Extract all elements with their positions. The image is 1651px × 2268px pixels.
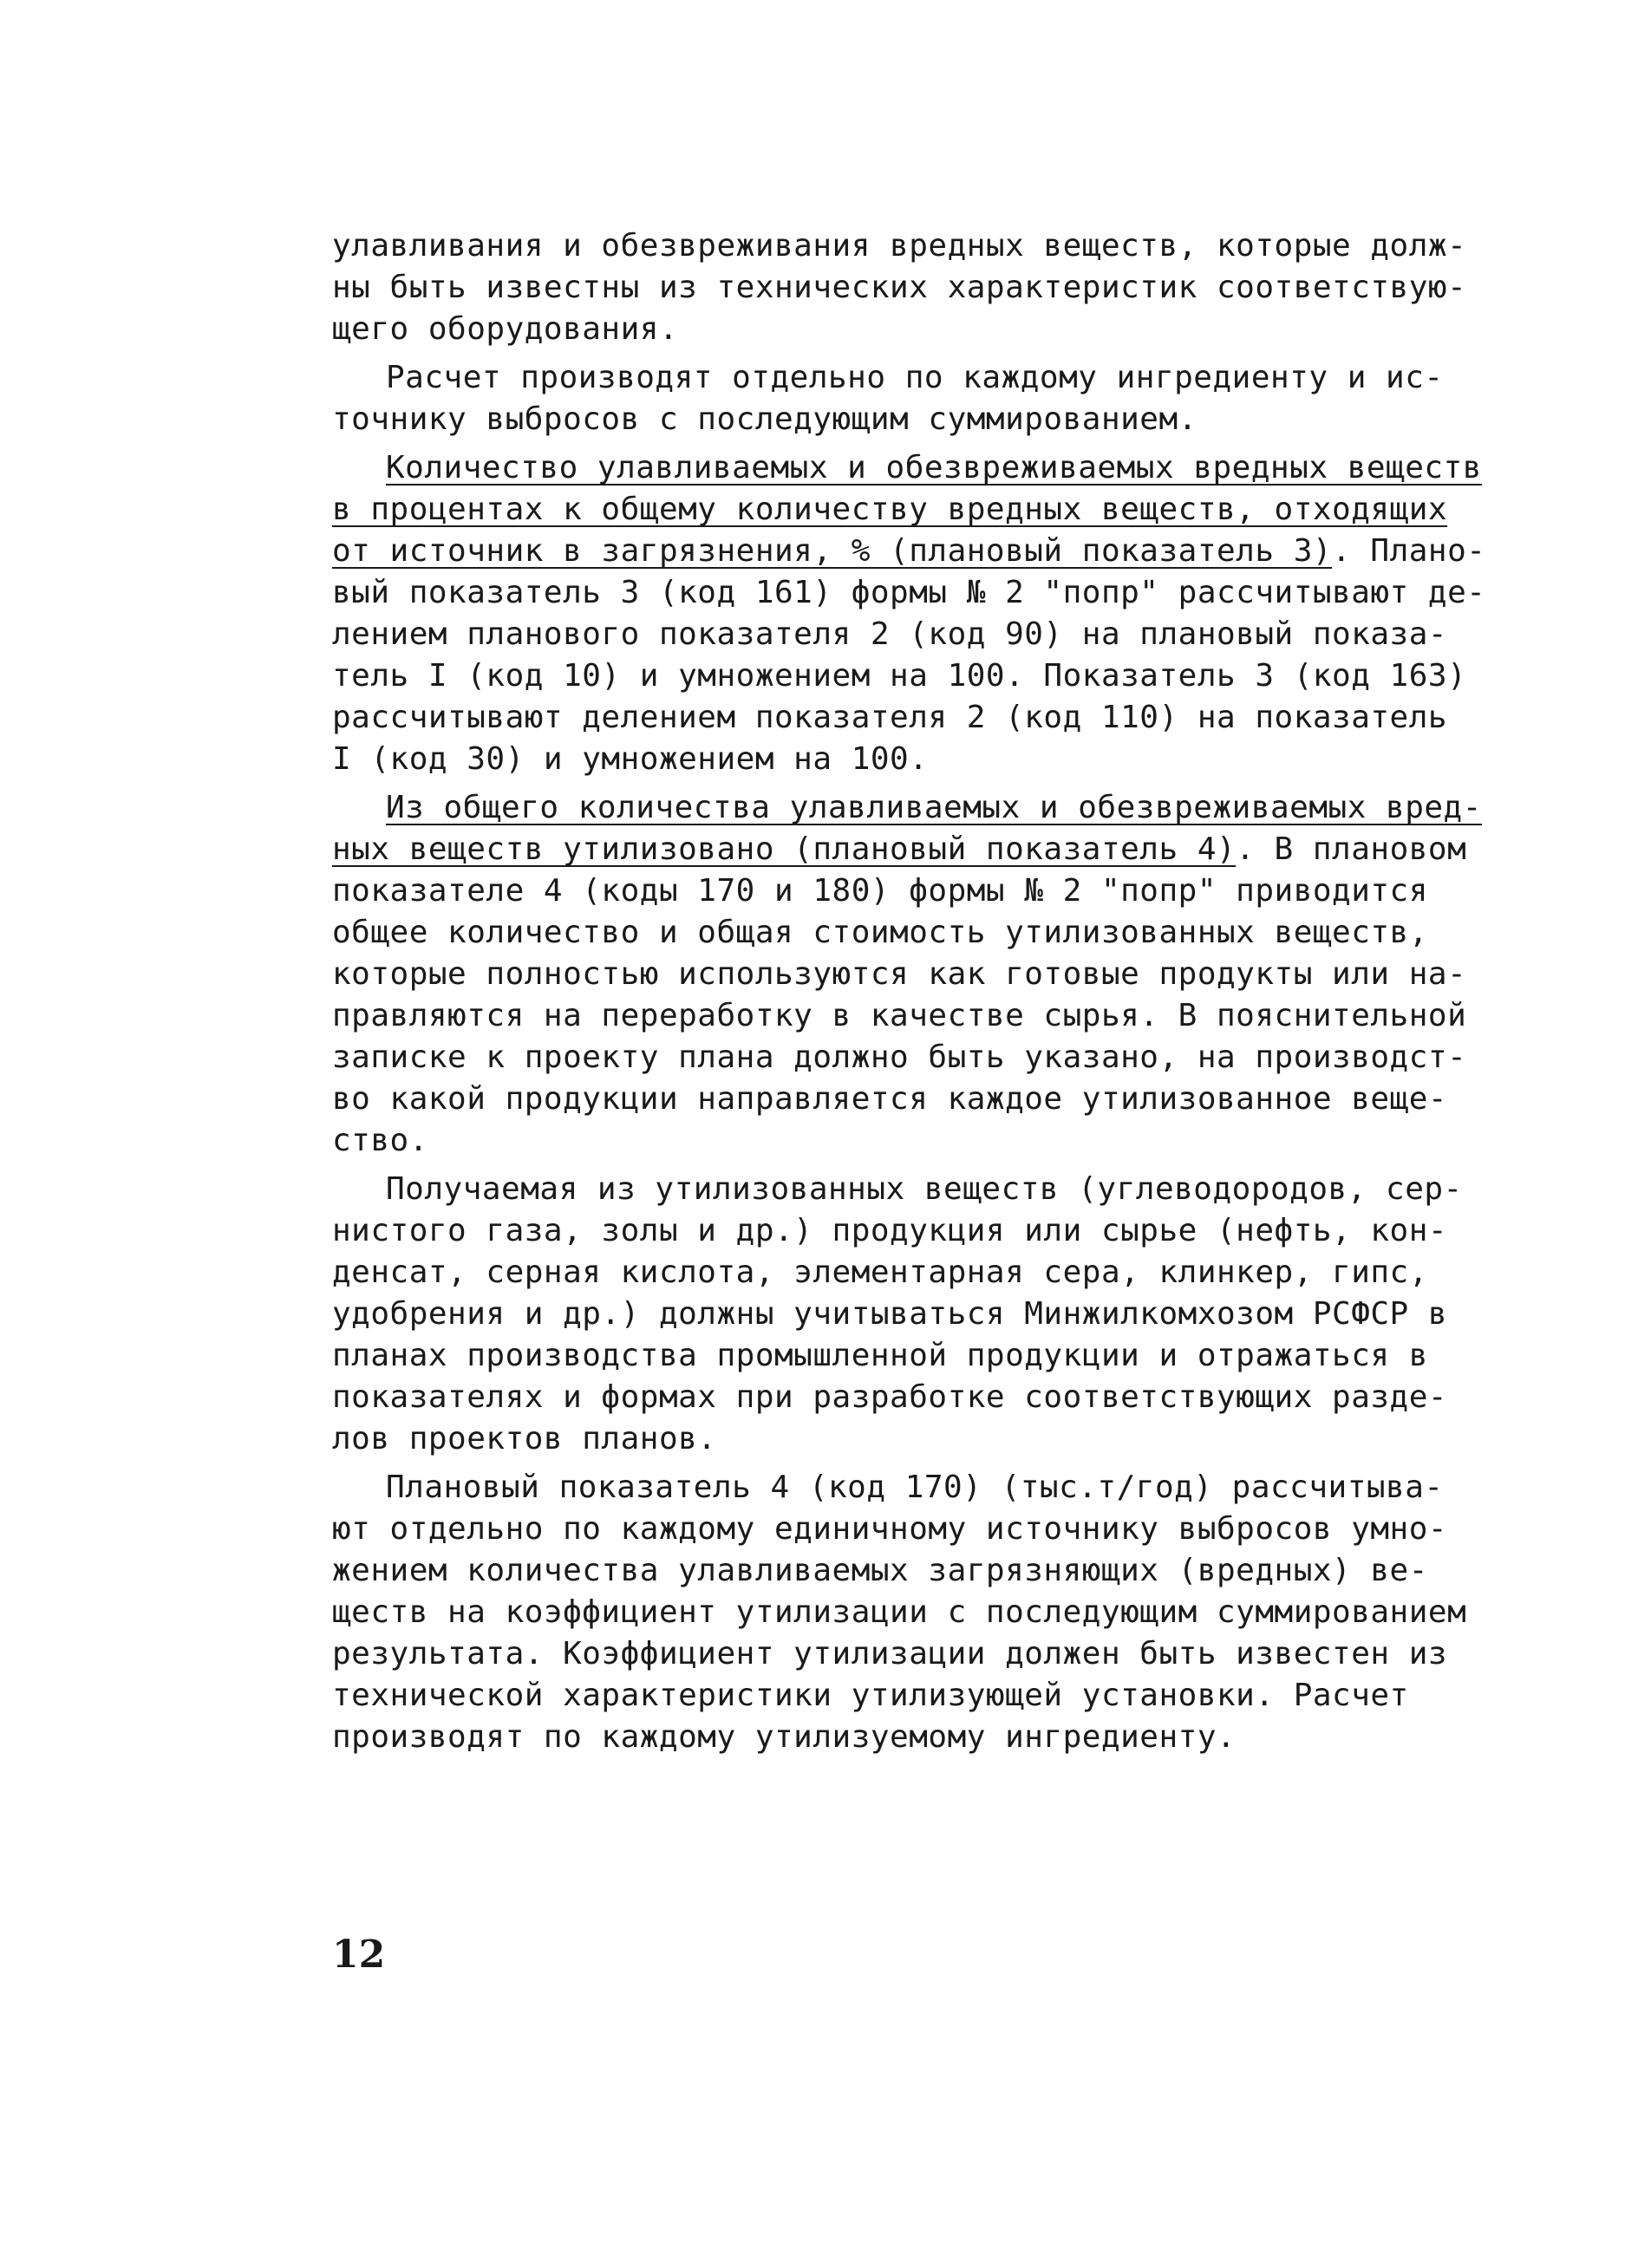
text-segment: щего оборудования.: [332, 311, 679, 347]
text-line: [332, 829, 1468, 870]
text-segment: правляются на переработку в качестве сырья. В пояснительной: [332, 998, 1467, 1033]
text-segment: удобрения и др.) должны учитываться Минжилкомхозом РСФСР в: [332, 1296, 1448, 1332]
text-segment: Плановый показатель 4 (код 170) (тыс.т/год) рассчитыва-: [386, 1470, 1444, 1505]
text-line: [332, 1633, 1468, 1675]
text-segment: ны быть известны из технических характеристик соответствую-: [332, 270, 1467, 305]
paragraph: [332, 447, 1486, 780]
paragraph-gap: [332, 440, 1468, 447]
text-line: [332, 447, 1482, 489]
text-line: [332, 1210, 1468, 1252]
underlined-text: ных веществ утилизовано (плановый показатель 4): [332, 831, 1237, 867]
text-segment: ществ на коэффициент утилизации с последующим суммированием: [332, 1594, 1467, 1630]
text-line: [332, 357, 1468, 399]
underlined-text: от источник в загрязнения, % (плановый показатель 3): [332, 533, 1333, 569]
text-line: [332, 912, 1468, 954]
text-line: [332, 267, 1468, 309]
paragraph-gap: [332, 780, 1468, 787]
underlined-text: в процентах к общему количеству вредных веществ, отходящих: [332, 492, 1448, 527]
text-segment: лов проектов планов.: [332, 1421, 717, 1457]
text-line: [332, 1079, 1468, 1120]
paragraph-gap: [332, 1162, 1468, 1169]
text-segment: планах производства промышленной продукции и отражаться в: [332, 1338, 1428, 1373]
text-line: [332, 489, 1468, 531]
text-segment: ство.: [332, 1123, 428, 1158]
text-segment: которые полностью используются как готовые продукты или на-: [332, 956, 1467, 992]
body-text: [332, 225, 1486, 1758]
text-segment: улавливания и обезвреживания вредных веществ, которые долж-: [332, 228, 1467, 264]
text-segment: . Плано-: [1332, 533, 1486, 569]
text-line: [332, 1467, 1468, 1509]
text-segment: рассчитывают делением показателя 2 (код 110) на показатель: [332, 700, 1448, 735]
paragraph-gap: [332, 350, 1468, 357]
text-line: [332, 1037, 1468, 1079]
text-segment: технической характеристики утилизующей установки. Расчет: [332, 1678, 1409, 1713]
text-segment: вый показатель 3 (код 161) формы № 2 "попр" рассчитывают де-: [332, 575, 1486, 610]
text-line: [332, 1509, 1468, 1550]
text-segment: точнику выбросов с последующим суммированием.: [332, 401, 1197, 437]
text-line: [332, 1675, 1468, 1717]
text-segment: во какой продукции направляется каждое утилизованное веще-: [332, 1081, 1448, 1117]
paragraph: [332, 225, 1468, 350]
paragraph: [332, 787, 1482, 1162]
text-segment: общее количество и общая стоимость утилизованных веществ,: [332, 915, 1428, 950]
text-line: [332, 1120, 1468, 1162]
text-segment: денсат, серная кислота, элементарная сера, клинкер, гипс,: [332, 1255, 1428, 1290]
text-line: [332, 1592, 1468, 1633]
paragraph: [332, 1169, 1468, 1460]
text-line: [332, 954, 1468, 995]
text-line: [332, 309, 1468, 350]
paragraph-gap: [332, 1460, 1468, 1467]
text-segment: тель I (код 10) и умножением на 100. Показатель 3 (код 163): [332, 658, 1467, 694]
text-line: [332, 1169, 1468, 1210]
text-segment: лением планового показателя 2 (код 90) на плановый показа-: [332, 616, 1448, 652]
text-line: [332, 572, 1486, 614]
text-segment: записке к проекту плана должно быть указано, на производст-: [332, 1040, 1467, 1075]
text-segment: производят по каждому утилизуемому ингредиенту.: [332, 1719, 1237, 1755]
text-segment: показателях и формах при разработке соответствующих разде-: [332, 1379, 1448, 1415]
underlined-text: Количество улавливаемых и обезвреживаемых вредных веществ: [386, 450, 1482, 486]
text-line: [332, 697, 1468, 739]
text-line: [332, 995, 1468, 1037]
page-number: 12: [332, 1932, 386, 1977]
text-line: [332, 1377, 1468, 1418]
text-line: [332, 399, 1468, 440]
text-line: [332, 1550, 1468, 1592]
text-segment: нистого газа, золы и др.) продукция или сырье (нефть, кон-: [332, 1213, 1448, 1248]
text-line: [332, 870, 1468, 912]
text-line: [332, 655, 1468, 697]
text-segment: I (код 30) и умножением на 100.: [332, 741, 929, 777]
text-line: [332, 1418, 1468, 1460]
text-segment: Расчет производят отдельно по каждому ингредиенту и ис-: [386, 360, 1444, 395]
text-line: [332, 1335, 1468, 1377]
paragraph: [332, 1467, 1468, 1758]
text-line: [332, 1717, 1468, 1758]
text-segment: ют отдельно по каждому единичному источнику выбросов умно-: [332, 1511, 1448, 1547]
text-segment: жением количества улавливаемых загрязняющих (вредных) ве-: [332, 1553, 1428, 1588]
text-line: [332, 531, 1486, 572]
paragraph: [332, 357, 1468, 440]
text-segment: показателе 4 (коды 170 и 180) формы № 2 "попр" приводится: [332, 873, 1428, 909]
text-line: [332, 787, 1482, 829]
text-line: [332, 1294, 1468, 1335]
underlined-text: Из общего количества улавливаемых и обезвреживаемых вред-: [386, 790, 1482, 825]
text-segment: . В плановом: [1236, 831, 1467, 867]
text-line: [332, 739, 1468, 780]
text-line: [332, 225, 1468, 267]
text-segment: результата. Коэффициент утилизации должен быть известен из: [332, 1636, 1448, 1672]
text-line: [332, 1252, 1468, 1294]
text-line: [332, 614, 1468, 655]
text-segment: Получаемая из утилизованных веществ (углеводородов, сер-: [386, 1171, 1463, 1207]
